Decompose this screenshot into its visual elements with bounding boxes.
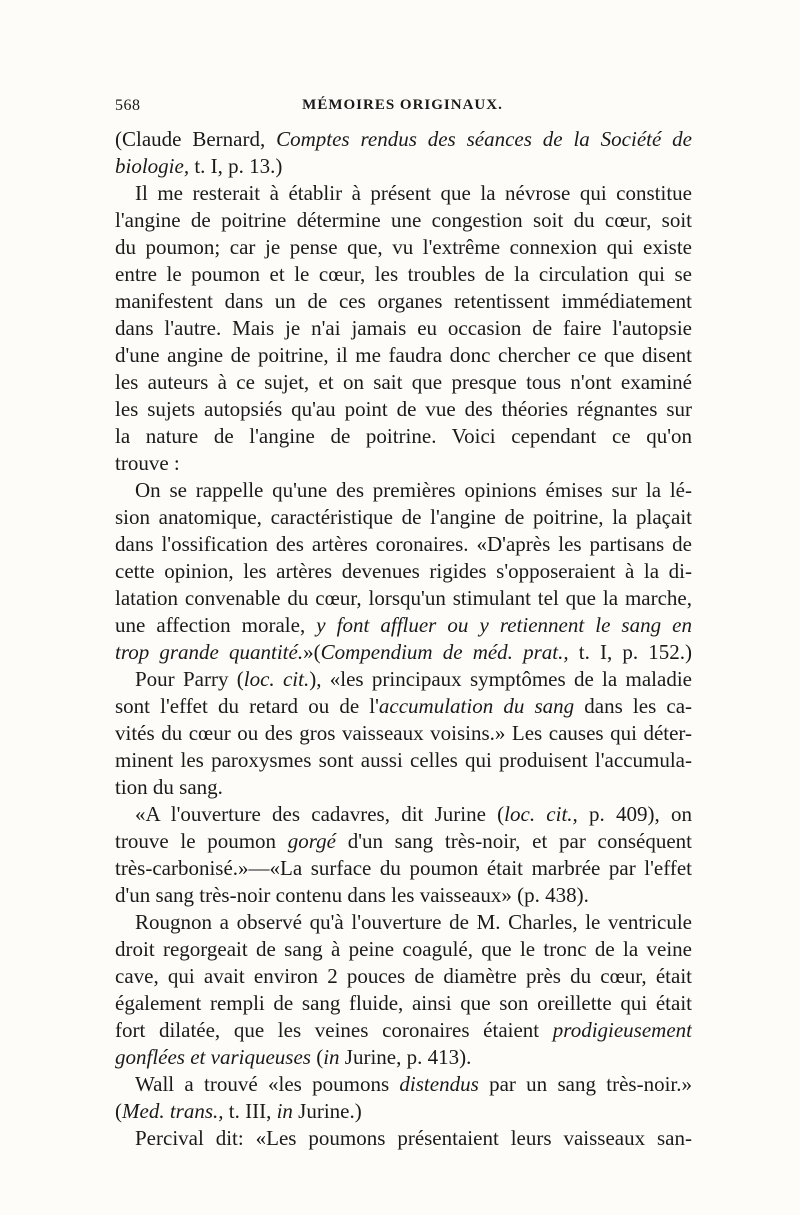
text-segment: d'une angine de poitrine, il me faudra donc chercher ce que disent xyxy=(115,343,692,367)
text-line xyxy=(115,1098,692,1125)
text-line xyxy=(115,1044,692,1071)
text-line xyxy=(115,882,692,909)
text-line xyxy=(115,558,692,585)
text-segment: les auteurs à ce sujet, et on sait que presque tous n'ont examiné xyxy=(115,370,692,394)
italic-text: Med. trans., xyxy=(122,1099,224,1123)
text-line xyxy=(115,531,692,558)
text-line xyxy=(115,477,692,504)
text-line xyxy=(115,423,692,450)
text-line xyxy=(115,936,692,963)
text-line xyxy=(115,909,692,936)
text-segment: Wall a trouvé «les poumons xyxy=(135,1072,400,1096)
italic-text: biologie, xyxy=(115,154,190,178)
text-segment: entre le poumon et le cœur, les troubles de la circulation qui se xyxy=(115,262,692,286)
text-segment: Jurine, p. 413). xyxy=(339,1045,472,1069)
italic-text: Compendium de méd. prat., xyxy=(320,640,569,664)
text-line xyxy=(115,747,692,774)
text-segment: Jurine.) xyxy=(292,1099,362,1123)
text-segment: t. I, p. 152.) xyxy=(568,640,692,664)
text-segment: très-carbonisé.»—«La surface du poumon était marbrée par l'effet xyxy=(115,856,692,880)
italic-text: prodigieusement xyxy=(552,1018,692,1042)
text-segment: t. III, xyxy=(223,1099,277,1123)
text-segment: ), «les principaux symptômes de la maladie xyxy=(309,667,692,691)
page-number: 568 xyxy=(115,97,141,114)
text-line xyxy=(115,153,692,180)
text-line xyxy=(115,234,692,261)
text-line xyxy=(115,342,692,369)
text-segment: d'un sang très-noir, et par conséquent xyxy=(335,829,692,853)
text-segment: t. I, p. 13.) xyxy=(189,154,283,178)
text-line xyxy=(115,828,692,855)
text-segment: «A l'ouverture des cadavres, dit Jurine ( xyxy=(135,802,505,826)
page-header xyxy=(115,97,690,121)
italic-text: Comptes rendus des séances de la Société de xyxy=(276,127,692,151)
text-segment: Pour Parry ( xyxy=(135,667,244,691)
italic-text: y font affluer ou y retiennent le sang en xyxy=(316,613,692,637)
italic-text: gorgé xyxy=(287,829,336,853)
text-segment: On se rappelle qu'une des premières opinions émises sur la lé- xyxy=(135,478,692,502)
text-segment: »( xyxy=(303,640,321,664)
text-line xyxy=(115,666,692,693)
text-segment: trouve le poumon xyxy=(115,829,288,853)
text-segment: manifestent dans un de ces organes retentissent immédiatement xyxy=(115,289,692,313)
text-line xyxy=(115,585,692,612)
text-line xyxy=(115,450,692,477)
text-line xyxy=(115,963,692,990)
text-line xyxy=(115,855,692,882)
text-line xyxy=(115,1125,692,1152)
text-segment: dans les ca- xyxy=(574,694,692,718)
text-line xyxy=(115,612,692,639)
text-line xyxy=(115,369,692,396)
italic-text: in xyxy=(276,1099,293,1123)
body-text xyxy=(115,126,692,1152)
text-segment: également rempli de sang fluide, ainsi que son oreillette qui était xyxy=(115,991,692,1015)
text-segment: tion du sang. xyxy=(115,775,223,799)
text-line xyxy=(115,504,692,531)
text-line xyxy=(115,639,692,666)
text-segment: par un sang très-noir.» xyxy=(478,1072,692,1096)
text-segment: dans l'autre. Mais je n'ai jamais eu occasion de faire l'autopsie xyxy=(115,316,692,340)
text-segment: latation convenable du cœur, lorsqu'un stimulant tel que la marche, xyxy=(115,586,692,610)
italic-text: loc. cit. xyxy=(243,667,310,691)
text-segment: ( xyxy=(115,1099,122,1123)
text-segment: ( xyxy=(310,1045,324,1069)
text-segment: sion anatomique, caractéristique de l'angine de poitrine, la plaçait xyxy=(115,505,692,529)
text-segment: Percival dit: «Les poumons présentaient leurs vaisseaux san- xyxy=(135,1126,692,1150)
text-segment: sont l'effet du retard ou de l' xyxy=(115,694,379,718)
text-segment: cave, qui avait environ 2 pouces de diamètre près du cœur, était xyxy=(115,964,692,988)
text-segment: dans l'ossification des artères coronaires. «D'après les partisans de xyxy=(115,532,692,556)
text-segment: une affection morale, xyxy=(115,613,317,637)
text-segment: cette opinion, les artères devenues rigides s'opposeraient à la di- xyxy=(115,559,692,583)
text-segment: Rougnon a observé qu'à l'ouverture de M. Charles, le ventricule xyxy=(135,910,692,934)
text-segment: trouve : xyxy=(115,451,180,475)
text-line xyxy=(115,207,692,234)
text-line xyxy=(115,774,692,801)
text-segment: droit regorgeait de sang à peine coagulé, que le tronc de la veine xyxy=(115,937,692,961)
text-segment: d'un sang très-noir contenu dans les vaisseaux» (p. 438). xyxy=(115,883,589,907)
italic-text: distendus xyxy=(399,1072,479,1096)
text-segment: (Claude Bernard, xyxy=(115,127,277,151)
text-segment: minent les paroxysmes sont aussi celles qui produisent l'accumula- xyxy=(115,748,692,772)
text-line xyxy=(115,1071,692,1098)
text-segment: Il me resterait à établir à présent que la névrose qui constitue xyxy=(135,181,692,205)
text-line xyxy=(115,1017,692,1044)
text-segment: p. 409), on xyxy=(577,802,692,826)
italic-text: accumulation du sang xyxy=(378,694,575,718)
text-segment: fort dilatée, que les veines coronaires étaient xyxy=(115,1018,553,1042)
text-segment: l'angine de poitrine détermine une congestion soit du cœur, soit xyxy=(115,208,692,232)
text-line xyxy=(115,693,692,720)
text-line xyxy=(115,396,692,423)
text-segment: vités du cœur ou des gros vaisseaux voisins.» Les causes qui déter- xyxy=(115,721,692,745)
italic-text: in xyxy=(323,1045,340,1069)
italic-text: trop grande quantité. xyxy=(115,640,304,664)
text-line xyxy=(115,315,692,342)
text-line xyxy=(115,261,692,288)
text-segment: la nature de l'angine de poitrine. Voici cependant ce qu'on xyxy=(115,424,692,448)
text-line xyxy=(115,126,692,153)
italic-text: gonflées et variqueuses xyxy=(115,1045,311,1069)
text-line xyxy=(115,990,692,1017)
text-line xyxy=(115,288,692,315)
text-line xyxy=(115,801,692,828)
running-title: MÉMOIRES ORIGINAUX. xyxy=(302,97,503,113)
text-line xyxy=(115,720,692,747)
text-segment: du poumon; car je pense que, vu l'extrême connexion qui existe xyxy=(115,235,692,259)
text-segment: les sujets autopsiés qu'au point de vue des théories régnantes sur xyxy=(115,397,692,421)
italic-text: loc. cit., xyxy=(504,802,578,826)
text-line xyxy=(115,180,692,207)
